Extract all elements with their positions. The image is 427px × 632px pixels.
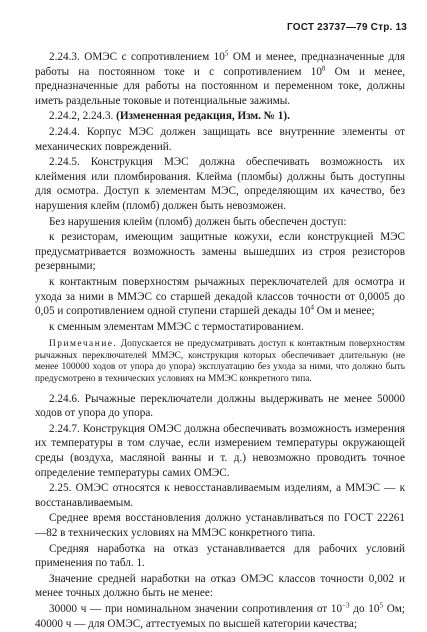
paragraph-restore-time: Среднее время восстановления должно устанавливаться по ГОСТ 22261—82 в технических условиях на ММЭС конкретного типа. [35,512,405,539]
document-body [35,50,405,632]
paragraph-2-24-7: 2.24.7. Конструкция ОМЭС должна обеспечивать возможность измерения их температуры в том случае, если измерением температуры окружающей среды (воздуха, масляной ванны и т. д.) невозможно проводить точное определение температуры самих ОМЭС. [35,422,405,479]
paragraph-mtbf: Средняя наработка на отказ устанавливается для рабочих условий применения по табл. 1. [35,542,405,570]
list-item-replaceable-elements: к сменным элементам ММЭС с термостатированием. [49,320,304,333]
page-header: ГОСТ 23737—79 Стр. 13 [287,22,407,33]
note-paragraph: Примечание. Допускается не предусматривать доступ к контактным поверхностям рычажных переключателей ММЭС, конструкция которых обеспечивает длительную (не менее 100000 ходов от упора до упора) эксплуатацию без ухода за ними, что должно быть предусмотрено в технических условиях на ММЭС конкретного типа. [35,339,405,385]
list-item-switch-contacts: к контактным поверхностям рычажных переключателей для осмотра и ухода за ними в ММЭС со старшей декадой классов точности от 0,0005 до 0,05 и сопротивлением одной ступени старшей декады $10^4$ Ом и менее; [35,275,405,318]
list-item-resistors: к резисторам, имеющим защитные кожухи, если конструкцией МЭС предусматривается возможность замены вышедших из строя резисторов резервными; [35,231,405,273]
paragraph-2-24-4: 2.24.4. Корпус МЭС должен защищать все внутренние элементы от механических повреждений. [35,125,405,153]
paragraph-mtbf-value: Значение средней наработки на отказ ОМЭС классов точности 0,002 и менее точных должно быть не менее: [35,572,405,600]
paragraph-2-24-5: 2.24.5. Конструкция МЭС должна обеспечивать возможность их клеймения или пломбирования. Клейма (пломбы) должны быть доступны для осмотра. Доступ к элементам МЭС, определяющим их качество, без нарушения клейм (пломб) должен быть невозможен. [35,156,405,212]
paragraph-2-25: 2.25. ОМЭС относятся к невосстанавливаемым изделиям, а ММЭС — к восстанавливаемым. [35,482,405,509]
paragraph-2-24-6: 2.24.6. Рычажные переключатели должны выдерживать не менее 50000 ходов от упора до упора. [35,392,405,420]
paragraph-hours: 30000 ч — при номинальном значении сопротивления от $10^{-3}$ до $10^5$ Ом; 40000 ч — для ОМЭС, аттестуемых по высшей категории качества; [35,601,405,630]
paragraph-2-24-3: 2.24.3. ОМЭС с сопротивлением $10^5$ ОМ и менее, предназначенные для работы на постоянном токе и с сопротивлением $10^8$ Ом и менее, предназначенные для работы на постоянном и переменном токе, должны иметь раздельные токовые и потенциальные зажимы. [35,49,405,107]
amendment-note: 2.24.2, 2.24.3. (Измененная редакция, Изм. № 1). [49,110,290,123]
paragraph-seal-access: Без нарушения клейм (пломб) должен быть обеспечен доступ: [49,215,347,228]
